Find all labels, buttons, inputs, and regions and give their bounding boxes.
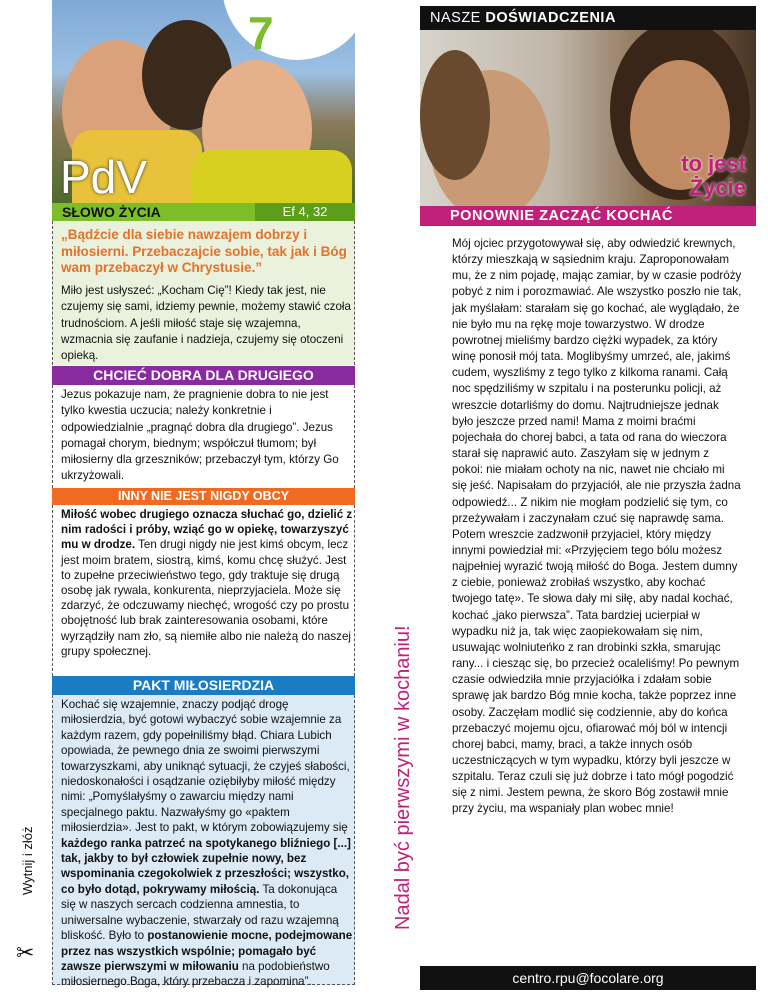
overlay-line-2: Życie — [689, 175, 746, 200]
heading-pact: PAKT MIŁOSIERDZIA — [52, 676, 355, 695]
word-box — [52, 221, 355, 365]
overlay-line-1: to jest — [681, 151, 746, 176]
scripture-quote: „Bądźcie dla siebie nawzajem dobrzy i miłosierni. Przebaczajcie sobie, tak jak i Bóg wam przebaczył w Chrystusie.” — [61, 227, 347, 275]
pact-text-2: Ta dokonująca się w naszych sercach codzienna amnestia, to uniwersalne wybaczenie, stwarzały od razu wzajemną bliskość. Było to — [61, 882, 339, 943]
header-prefix: NASZE — [430, 10, 486, 26]
heading-want-good: CHCIEĆ DOBRA DLA DRUGIEGO — [52, 366, 355, 385]
never-stranger-box — [52, 505, 355, 676]
brand-logo: PdV — [60, 151, 147, 203]
never-stranger-bold: Miłość wobec drugiego oznacza słuchać go, dzielić z nim radości i próby, wziąć go w opiekę, towarzyszyć mu w drodze. — [61, 508, 353, 552]
story-body: Mój ojciec przygotowywał się, aby odwiedzić krewnych, którzy mieszkają w sąsiednim kraju. Zaproponowałam mu, że z nim pojadę, mając zamiar, by w czasie podróży pobyć z nim i porozmawiać. Ale wszystko poszło nie tak, jak myślałam: starałam się go kochać, ale wyglądało, że nie było mu na rękę moje towarzystwo. W drodze powrotnej mieliśmy bardzo ciężki wypadek, za który winę ponosił mój tata. Moglibyśmy umrzeć, ale, jakimś cudem, wyszliśmy z tego tylko z kilkoma ranami. Całą noc spędziliśmy w szpitalu i na posterunku policji, aż wreszcie dotarliśmy do domu. Najtrudniejsze jednak było jeszcze przed nami! Mama z moimi braćmi pojechała do chorej babci, a tata od rana do wieczora starał się naprawić auto. Zaszyłam się w jednym z pokoi: nie miałam ochoty na nic, nawet nie chciało mi się jeść. Napisałam do przyjaciół, ale nie przyszła żadna odpowiedź... Z nikim nie mogłam podzielić się tym, co przeżywałam i zaczynałam czuć się naprawdę sama. Potem wreszcie zadzwonił przyjaciel, który między innymi powiedział mi: «Przyjęciem tego bólu możesz najpełniej wyrazić twoją miłość do Boga. Jestem dumny z ciebie, ponieważ zrobiłaś wszystko, aby kochać twojego tatę». Te słowa dały mi siłę, aby nadal kochać, kochać „jako pierwsza”. Tata bardziej ucierpiał w wypadku niż ja, tak więc zaopiekowałam się nim, usuwając wolniuteńko z ran drobinki szkła, smarując rany... i ciesząc się, bo przecież ocaleliśmy! Po pewnym czasie odwiedziła mnie przyjaciółka i zdałam sobie sprawę jak bardzo Bóg mnie kocha, także poprzez inne osoby. Zaczęłam modlić się codziennie, aby do końca przebaczyć mojemu ojcu, ofiarować mój ból w intencji chorej babci, mamy, braci, a także innych osób uczestniczących w tym wypadku, którzy byli jeszcze w szpitalu. Teraz czuli się już dobrze i tato mógł pogodzić się z nimi. Jestem pewna, że skoro Bóg zostawił mnie przy życiu, ma wspaniały plan wobec mnie! — [452, 237, 742, 816]
left-column — [52, 0, 355, 994]
header-bold: DOŚWIADCZENIA — [485, 10, 616, 26]
heading-never-stranger: INNY NIE JEST NIGDY OBCY — [52, 488, 355, 505]
want-good-box — [52, 385, 355, 488]
intro-text: Miło jest usłyszeć: „Kocham Cię”! Kiedy tak jest, nie czujemy się sami, idziemy pewnie, możemy stawić czoła trudnościom. A jeśli miłość staje się wzajemna, wzmacnia się zaufanie i nadzieja, czujemy się otoczeni opieką. — [61, 284, 351, 363]
section-title: SŁOWO ŻYCIA — [62, 204, 161, 220]
cut-instruction — [14, 770, 44, 985]
pact-bold-2: postanowienie mocne, podejmowane przez nas wszystkich wspólnie; pomagało być zawsze pierwszymi w miłowaniu — [61, 929, 353, 973]
girls-photo — [420, 30, 756, 206]
never-stranger-text: Ten drugi nigdy nie jest kimś obcym, lecz jest moim bratem, siostrą, kimś, komu chcę służyć. Jest to zupełne przeciwieństwo tego, gdy traktuje się drugą osobę jak rywala, konkurenta, nieprzyjaciela. Może się zdarzyć, że odczuwamy niechęć, wrogość czy po prostu obojętność lub brak zainteresowania osobami, które wyrządziły nam zło, są niemiłe albo nie należą do naszej grupy społecznej. — [61, 538, 351, 658]
cut-label: Wytnij i złóż — [20, 826, 35, 895]
life-overlay — [681, 152, 746, 200]
story-text — [452, 236, 742, 818]
scripture-reference: Ef 4, 32 — [255, 203, 355, 221]
scissors-icon: ✂ — [16, 940, 35, 965]
issue-number: 7 — [248, 7, 274, 59]
teens-photo — [52, 0, 355, 205]
pact-box — [52, 695, 355, 989]
experiences-header — [420, 6, 756, 30]
pact-bold-1: każdego ranka patrzeć na spotykanego bliźniego [...] tak, jakby to był człowiek zupełnie nowy, bez wspominania czegokolwiek z przeszłości; wszystko, co było dotąd, pokrywamy miłością. — [61, 836, 351, 896]
want-good-text: Jezus pokazuje nam, że pragnienie dobra to nie jest tylko kwestia uczucia; należy konkretnie i odpowiedzialnie „pragnąć dobra dla drugiego”. Jezus pomagał chorym, biednym; współczuł tłumom; był miłosierny dla grzeszników; przebaczył tym, którzy Go ukrzyżowali. — [61, 388, 339, 483]
pact-text-3: na podobieństwo miłosiernego Boga, który przebacza i zapomina”. — [61, 959, 330, 989]
vertical-motto: Nadal być pierwszymi w kochaniu! — [392, 625, 414, 930]
story-title: PONOWNIE ZACZĄĆ KOCHAĆ — [420, 206, 756, 226]
contact-email[interactable]: centro.rpu@focolare.org — [420, 966, 756, 990]
pact-text-1: Kochać się wzajemnie, znaczy podjąć drogę miłosierdzia, być gotowi wybaczyć sobie wzajemnie za każdym razem, gdy popełniliśmy błąd. Chiara Lubich opowiada, że pewnego dnia ze swoimi pierwszymi towarzyszkami, aby uniknąć sytuacji, że czyjeś słabości, niedoskonałości i osądzanie oziębiłyby miłość między nimi: „Pomyślałyśmy o zawarciu między nami specjalnego paktu. Nazwałyśmy go «paktem miłosierdzia». Jest to pakt, w którym zobowiązujemy się — [61, 698, 350, 835]
section-bar — [52, 203, 355, 221]
